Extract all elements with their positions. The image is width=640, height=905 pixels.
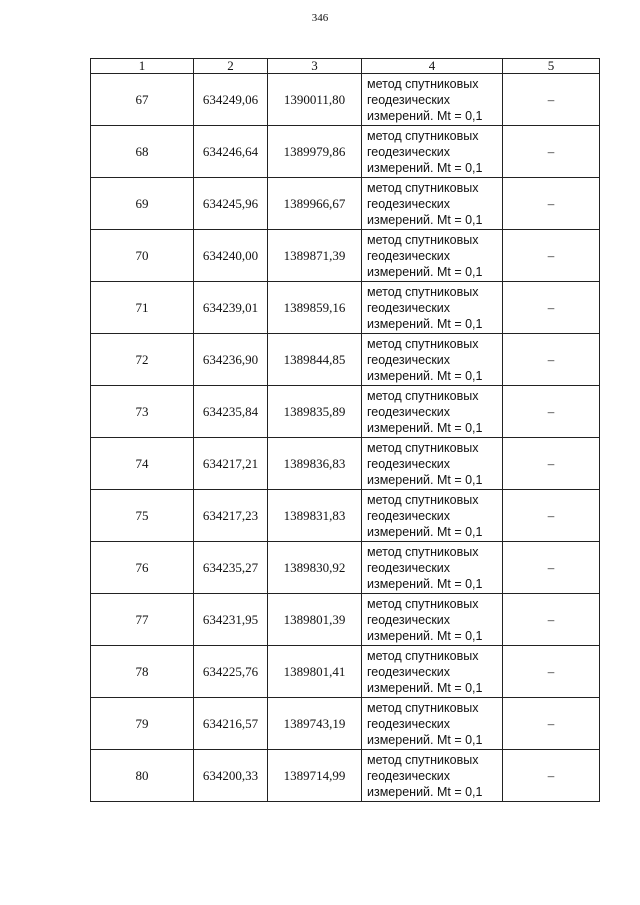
table-row [91, 750, 600, 802]
coordinate-y: 1389801,41 [268, 646, 362, 698]
table-row [91, 334, 600, 386]
measurement-method: метод спутниковых геодезических измерений. Mt = 0,1 [362, 282, 503, 334]
point-number: 73 [91, 386, 194, 438]
table-row [91, 386, 600, 438]
coordinate-x: 634217,21 [194, 438, 268, 490]
measurement-method: метод спутниковых геодезических измерений. Mt = 0,1 [362, 334, 503, 386]
coordinate-y: 1389844,85 [268, 334, 362, 386]
point-number: 72 [91, 334, 194, 386]
coordinate-x: 634235,27 [194, 542, 268, 594]
table-row [91, 490, 600, 542]
coordinate-y: 1389966,67 [268, 178, 362, 230]
point-number: 76 [91, 542, 194, 594]
coordinate-x: 634245,96 [194, 178, 268, 230]
coordinate-y: 1389836,83 [268, 438, 362, 490]
column-header-2: 2 [194, 59, 268, 74]
coordinate-x: 634216,57 [194, 698, 268, 750]
measurement-method: метод спутниковых геодезических измерений. Mt = 0,1 [362, 750, 503, 802]
coordinate-y: 1389831,83 [268, 490, 362, 542]
coordinate-x: 634236,90 [194, 334, 268, 386]
point-number: 80 [91, 750, 194, 802]
point-number: 68 [91, 126, 194, 178]
column-header-5: 5 [503, 59, 600, 74]
measurement-method: метод спутниковых геодезических измерений. Mt = 0,1 [362, 74, 503, 126]
column-header-1: 1 [91, 59, 194, 74]
column-header-3: 3 [268, 59, 362, 74]
coordinate-x: 634246,64 [194, 126, 268, 178]
measurement-method: метод спутниковых геодезических измерений. Mt = 0,1 [362, 230, 503, 282]
measurement-method: метод спутниковых геодезических измерений. Mt = 0,1 [362, 646, 503, 698]
point-number: 78 [91, 646, 194, 698]
table-row [91, 282, 600, 334]
table-row [91, 438, 600, 490]
measurement-method: метод спутниковых геодезических измерений. Mt = 0,1 [362, 542, 503, 594]
column-header-4: 4 [362, 59, 503, 74]
coordinate-y: 1389830,92 [268, 542, 362, 594]
table-row [91, 698, 600, 750]
coordinate-x: 634239,01 [194, 282, 268, 334]
table-row [91, 126, 600, 178]
measurement-method: метод спутниковых геодезических измерений. Mt = 0,1 [362, 178, 503, 230]
coordinate-y: 1389871,39 [268, 230, 362, 282]
coordinate-x: 634235,84 [194, 386, 268, 438]
note-cell: – [503, 386, 600, 438]
coordinate-y: 1389714,99 [268, 750, 362, 802]
coordinates-table [90, 58, 600, 802]
table-row [91, 74, 600, 126]
coordinate-y: 1390011,80 [268, 74, 362, 126]
measurement-method: метод спутниковых геодезических измерений. Mt = 0,1 [362, 386, 503, 438]
point-number: 71 [91, 282, 194, 334]
table-row [91, 230, 600, 282]
table-row [91, 178, 600, 230]
table-row [91, 646, 600, 698]
point-number: 74 [91, 438, 194, 490]
point-number: 67 [91, 74, 194, 126]
coordinate-x: 634200,33 [194, 750, 268, 802]
coordinate-x: 634249,06 [194, 74, 268, 126]
measurement-method: метод спутниковых геодезических измерений. Mt = 0,1 [362, 594, 503, 646]
note-cell: – [503, 646, 600, 698]
note-cell: – [503, 230, 600, 282]
note-cell: – [503, 282, 600, 334]
table-row [91, 594, 600, 646]
note-cell: – [503, 490, 600, 542]
point-number: 70 [91, 230, 194, 282]
note-cell: – [503, 74, 600, 126]
header-row [91, 59, 600, 74]
coordinate-x: 634231,95 [194, 594, 268, 646]
note-cell: – [503, 542, 600, 594]
note-cell: – [503, 334, 600, 386]
coordinate-y: 1389801,39 [268, 594, 362, 646]
note-cell: – [503, 698, 600, 750]
note-cell: – [503, 178, 600, 230]
point-number: 77 [91, 594, 194, 646]
point-number: 75 [91, 490, 194, 542]
coordinate-y: 1389979,86 [268, 126, 362, 178]
note-cell: – [503, 750, 600, 802]
measurement-method: метод спутниковых геодезических измерений. Mt = 0,1 [362, 698, 503, 750]
page-number: 346 [311, 12, 329, 24]
note-cell: – [503, 126, 600, 178]
coordinate-y: 1389835,89 [268, 386, 362, 438]
point-number: 79 [91, 698, 194, 750]
measurement-method: метод спутниковых геодезических измерений. Mt = 0,1 [362, 490, 503, 542]
coordinate-x: 634240,00 [194, 230, 268, 282]
measurement-method: метод спутниковых геодезических измерений. Mt = 0,1 [362, 126, 503, 178]
note-cell: – [503, 594, 600, 646]
measurement-method: метод спутниковых геодезических измерений. Mt = 0,1 [362, 438, 503, 490]
point-number: 69 [91, 178, 194, 230]
coordinate-y: 1389743,19 [268, 698, 362, 750]
table-row [91, 542, 600, 594]
coordinate-x: 634225,76 [194, 646, 268, 698]
coordinate-y: 1389859,16 [268, 282, 362, 334]
coordinate-x: 634217,23 [194, 490, 268, 542]
note-cell: – [503, 438, 600, 490]
